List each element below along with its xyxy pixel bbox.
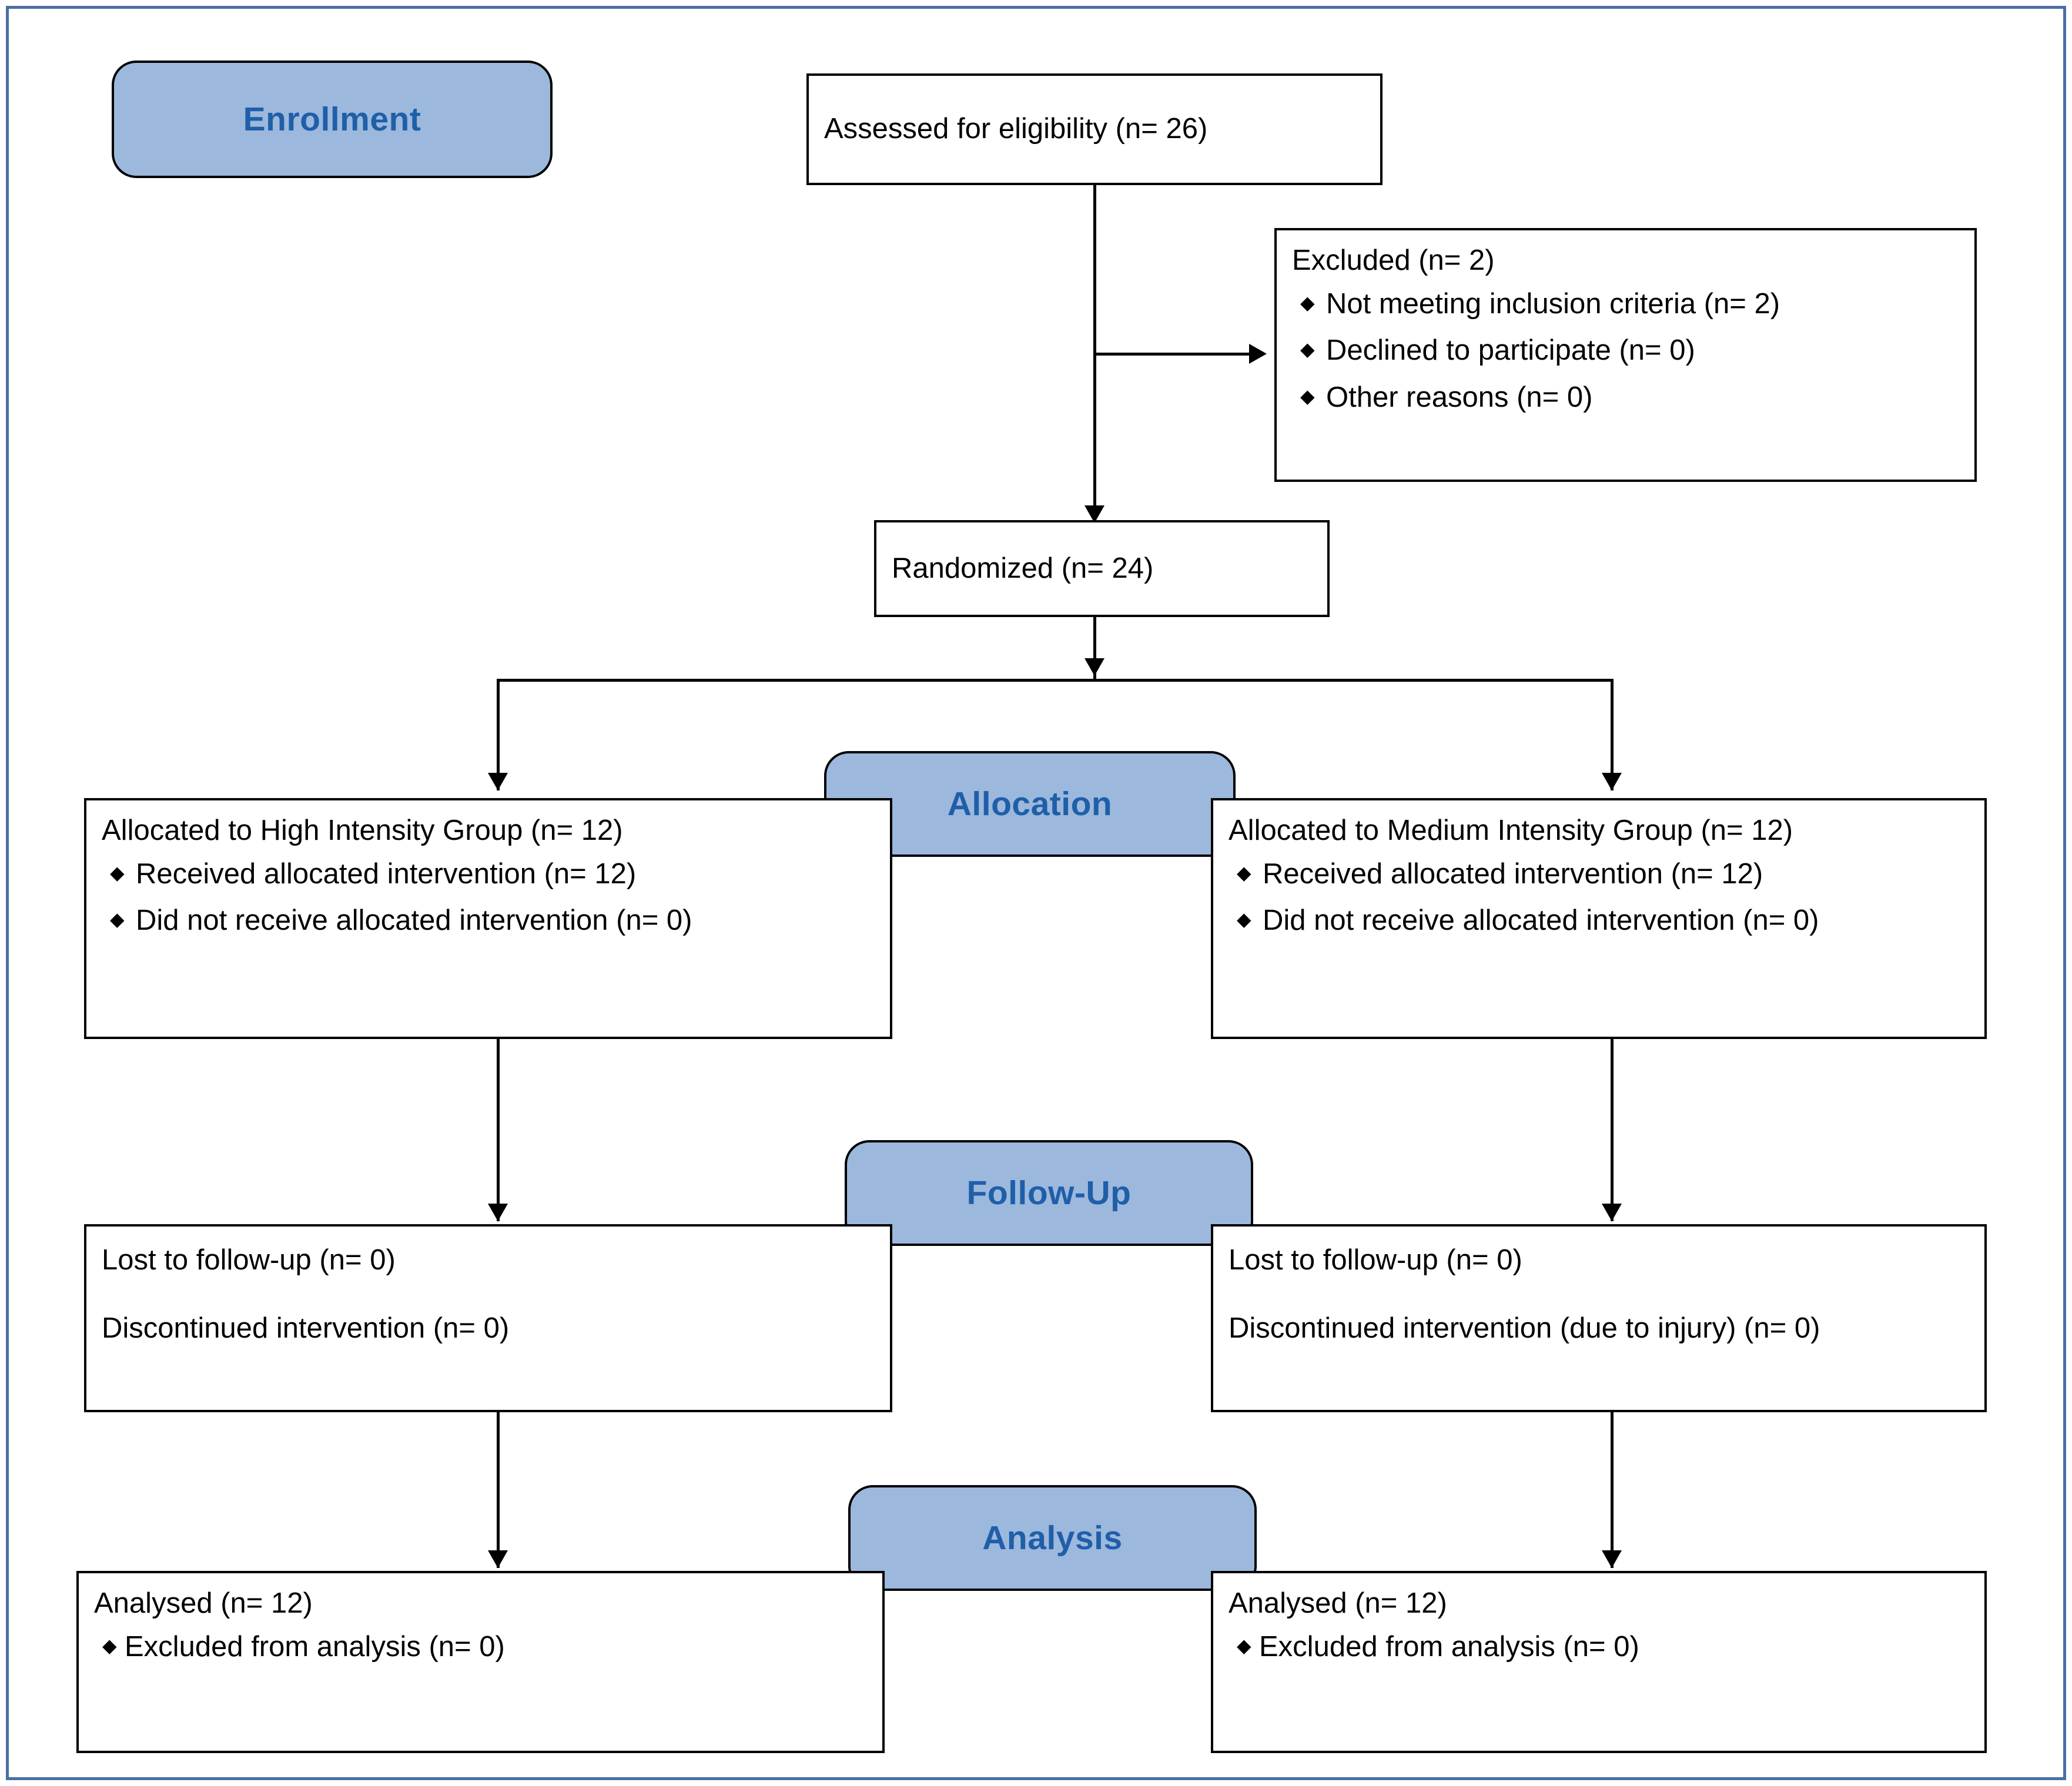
arrow-alloc-right-to-followup [1602, 1204, 1622, 1221]
box-followup-medium-intensity [1211, 1224, 1987, 1412]
connector-split-horizontal [497, 679, 1614, 682]
connector-followup-left-to-analysis [497, 1412, 500, 1568]
connector-alloc-left-to-followup [497, 1039, 500, 1221]
excluded-title: Excluded (n= 2) [1292, 244, 1495, 276]
box-allocation-high-intensity [84, 798, 892, 1039]
analysis-left-list [94, 1627, 867, 1667]
connector-assessed-to-randomized [1093, 185, 1096, 517]
connector-to-excluded [1093, 353, 1255, 356]
box-analysis-high-intensity [76, 1571, 885, 1753]
stage-analysis-text: Analysis [982, 1519, 1123, 1557]
arrow-alloc-left-to-followup [488, 1204, 508, 1221]
stage-allocation-text: Allocation [947, 785, 1113, 823]
box-assessed-for-eligibility [806, 73, 1383, 185]
excluded-reasons-list [1292, 284, 1959, 418]
alloc-left-title: Allocated to High Intensity Group (n= 12) [102, 815, 623, 846]
arrow-followup-left-to-analysis [488, 1550, 508, 1568]
randomized-text: Randomized (n= 24) [892, 552, 1154, 584]
list-item: ◆ Other reasons (n= 0) [1292, 378, 1959, 418]
stage-label-analysis [848, 1485, 1257, 1591]
alloc-right-title: Allocated to Medium Intensity Group (n= 12) [1229, 815, 1793, 846]
list-item: ◆ Excluded from analysis (n= 0) [94, 1627, 867, 1667]
alloc-left-list [102, 855, 875, 941]
arrow-randomized-split [1084, 658, 1104, 676]
alloc-right-list [1229, 855, 1969, 941]
list-item: ◆ Received allocated intervention (n= 12) [102, 855, 875, 894]
arrow-split-right [1602, 773, 1622, 790]
stage-followup-text: Follow-Up [966, 1174, 1132, 1212]
list-item: ◆ Did not receive allocated intervention (n= 0) [1229, 901, 1969, 941]
box-analysis-medium-intensity [1211, 1571, 1987, 1753]
list-item: ◆ Not meeting inclusion criteria (n= 2) [1292, 284, 1959, 324]
box-allocation-medium-intensity [1211, 798, 1987, 1039]
box-excluded [1274, 228, 1977, 482]
assessed-text: Assessed for eligibility (n= 26) [824, 113, 1208, 145]
follow-left-line1: Lost to follow-up (n= 0) [102, 1244, 396, 1276]
arrow-split-left [488, 773, 508, 790]
box-followup-high-intensity [84, 1224, 892, 1412]
follow-right-line2: Discontinued intervention (due to injury) (n= 0) [1229, 1312, 1820, 1344]
follow-left-line2: Discontinued intervention (n= 0) [102, 1312, 510, 1344]
follow-right-line1: Lost to follow-up (n= 0) [1229, 1244, 1522, 1276]
list-item: ◆ Did not receive allocated intervention (n= 0) [102, 901, 875, 941]
connector-alloc-right-to-followup [1611, 1039, 1614, 1221]
analysis-right-list [1229, 1627, 1969, 1667]
connector-followup-right-to-analysis [1611, 1412, 1614, 1568]
stage-label-followup [845, 1140, 1253, 1246]
list-item: ◆ Received allocated intervention (n= 12) [1229, 855, 1969, 894]
analysis-left-title: Analysed (n= 12) [94, 1587, 313, 1619]
stage-label-enrollment [112, 61, 553, 178]
arrow-followup-right-to-analysis [1602, 1550, 1622, 1568]
arrow-to-excluded [1249, 344, 1267, 364]
box-randomized [874, 520, 1330, 617]
analysis-right-title: Analysed (n= 12) [1229, 1587, 1447, 1619]
list-item: ◆ Declined to participate (n= 0) [1292, 331, 1959, 371]
stage-enrollment-text: Enrollment [243, 100, 421, 138]
list-item: ◆ Excluded from analysis (n= 0) [1229, 1627, 1969, 1667]
